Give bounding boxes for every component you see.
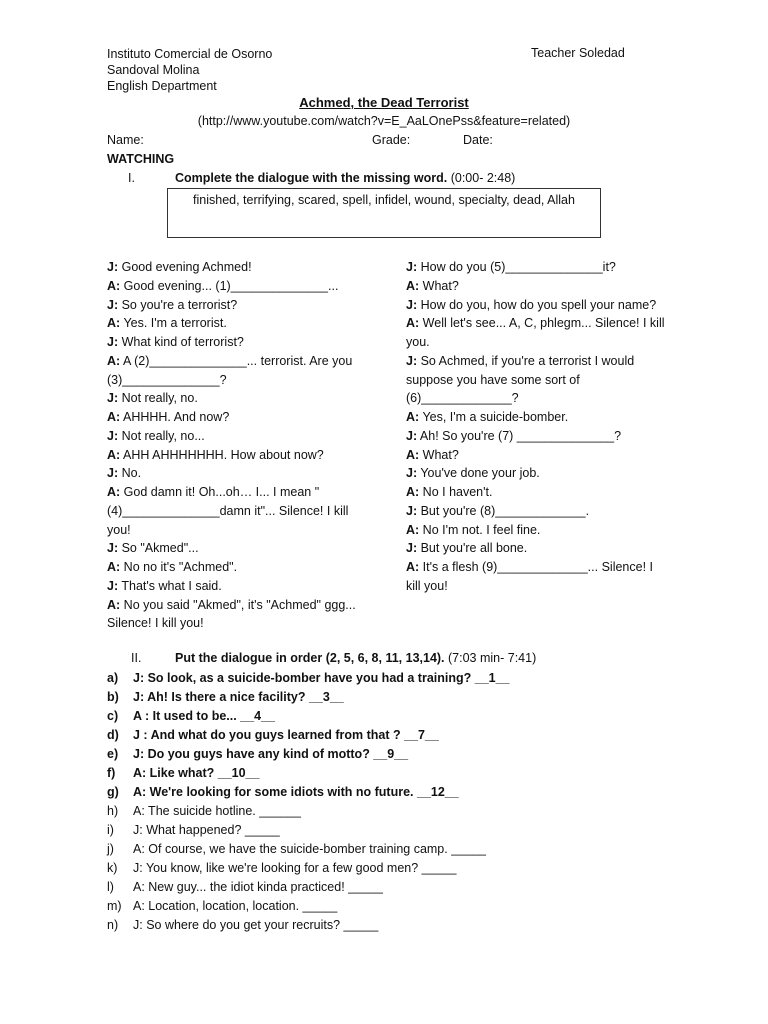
name-field-label: Name: (107, 133, 144, 147)
order-item-letter: l) (107, 880, 114, 894)
speaker-label: A: (406, 447, 420, 462)
speaker-label: J: (107, 541, 119, 556)
dialogue-line (406, 427, 668, 446)
dialogue-text: Yes. I'm a terrorist. (120, 316, 227, 331)
order-list (107, 669, 707, 935)
dialogue-text: Ah! So you're (7) ______________? (417, 428, 622, 443)
order-item-text: A: Of course, we have the suicide-bomber training camp. _____ (133, 842, 486, 856)
speaker-label: J: (406, 353, 418, 368)
dialogue-text: Well let's see... A, C, phlegm... Silence! I kill you. (406, 316, 665, 349)
dialogue-line (406, 539, 668, 558)
order-item (107, 916, 707, 935)
dialogue-text: It's a flesh (9)_____________... Silence! I kill you! (406, 560, 653, 593)
dialogue-text: You've done your job. (417, 466, 540, 481)
order-item-letter: j) (107, 842, 114, 856)
word-bank: finished, terrifying, scared, spell, infidel, wound, specialty, dead, Allah (193, 193, 575, 207)
dialogue-line (107, 258, 367, 277)
video-url: (http://www.youtube.com/watch?v=E_AaLOnePss&feature=related) (197, 114, 571, 128)
dialogue-line (406, 558, 668, 596)
speaker-label: J: (107, 578, 119, 593)
order-item (107, 878, 707, 897)
order-item (107, 669, 707, 688)
order-item-letter: f) (107, 766, 116, 780)
speaker-label: J: (406, 428, 418, 443)
section-1-number: I. (128, 171, 135, 185)
dialogue-line (406, 314, 668, 352)
section-2-time: (7:03 min- 7:41) (444, 651, 537, 665)
dialogue-text: No you said "Akmed", it's "Achmed" ggg... Silence! I kill you! (107, 597, 356, 631)
dialogue-line (107, 314, 367, 333)
dialogue-line (107, 539, 367, 558)
dialogue-text: No I'm not. I feel fine. (419, 522, 541, 537)
order-item (107, 821, 707, 840)
order-item-letter: n) (107, 918, 119, 932)
dialogue-line (107, 296, 367, 315)
dialogue-line (107, 483, 367, 539)
speaker-label: J: (107, 335, 119, 349)
dialogue-text: Not really, no. (118, 391, 198, 406)
dialogue-text: What? (419, 278, 459, 293)
dialogue-line (406, 502, 668, 521)
dialogue-line (406, 464, 668, 483)
order-item-text: J: What happened? _____ (133, 823, 280, 837)
dialogue-left-column (107, 258, 367, 633)
order-item (107, 897, 707, 916)
dialogue-text: So you're a terrorist? (118, 297, 238, 312)
dialogue-text: Good evening Achmed! (118, 260, 252, 274)
speaker-label: A: (107, 410, 121, 424)
dialogue-line (406, 296, 668, 315)
order-item-text: J: Ah! Is there a nice facility? __3__ (133, 690, 344, 704)
institution-line: Sandoval Molina (107, 63, 200, 77)
order-item-letter: k) (107, 861, 118, 875)
order-item-letter: g) (107, 785, 119, 799)
order-item-text: J : And what do you guys learned from that ? __7__ (133, 728, 439, 742)
order-item (107, 859, 707, 878)
order-item-letter: c) (107, 709, 119, 723)
order-item (107, 764, 707, 783)
speaker-label: J: (406, 260, 418, 274)
dialogue-line (107, 408, 367, 427)
speaker-label: J: (107, 260, 119, 274)
order-item-text: J: So where do you get your recruits? _____ (133, 918, 379, 932)
section-1-title: Complete the dialogue with the missing word. (175, 171, 448, 185)
speaker-label: J: (406, 503, 418, 518)
order-item-text: A: The suicide hotline. ______ (133, 804, 301, 818)
dialogue-text: Not really, no... (118, 428, 205, 443)
section-2-title: Put the dialogue in order (2, 5, 6, 8, 11, 13,14). (175, 651, 445, 665)
dialogue-text: Good evening... (1)______________... (120, 278, 339, 293)
dialogue-line (406, 521, 668, 540)
teacher-name: Teacher Soledad (531, 46, 625, 60)
order-item-text: J: Do you guys have any kind of motto? __9__ (133, 747, 409, 761)
order-item (107, 707, 707, 726)
institution-line: English Department (107, 79, 217, 93)
watching-heading: WATCHING (107, 152, 175, 166)
speaker-label: A: (107, 278, 121, 293)
dialogue-text: AHH AHHHHHHH. How about now? (120, 447, 324, 462)
dialogue-line (107, 277, 367, 296)
dialogue-right-column (406, 258, 668, 596)
order-item-letter: d) (107, 728, 119, 742)
order-item-letter: h) (107, 804, 119, 818)
institution-line: Instituto Comercial de Osorno (107, 47, 273, 61)
dialogue-text: What? (419, 447, 459, 462)
speaker-label: A: (406, 560, 420, 574)
order-item-text: A: New guy... the idiot kinda practiced! _____ (133, 880, 383, 894)
speaker-label: J: (107, 391, 119, 406)
order-item-text: A: We're looking for some idiots with no future. __12__ (133, 785, 459, 799)
dialogue-line (107, 389, 367, 408)
speaker-label: A: (406, 410, 420, 424)
speaker-label: A: (406, 485, 420, 499)
grade-field-label: Grade: (372, 133, 411, 147)
dialogue-line (406, 483, 668, 502)
order-item-letter: i) (107, 823, 114, 837)
dialogue-text: But you're (8)_____________. (417, 503, 590, 518)
dialogue-line (107, 352, 367, 390)
speaker-label: A: (107, 316, 121, 331)
order-item-text: A: Location, location, location. _____ (133, 899, 338, 913)
dialogue-line (107, 333, 367, 352)
order-item-letter: a) (107, 671, 119, 685)
dialogue-text: So Achmed, if you're a terrorist I would suppose you have some sort of (6)_____________? (406, 353, 635, 406)
speaker-label: A: (406, 522, 420, 537)
dialogue-text: God damn it! Oh...oh… I... I mean "(4)______________damn it"... Silence! I kill you! (107, 485, 349, 537)
speaker-label: J: (107, 466, 119, 481)
dialogue-text: So "Akmed"... (118, 541, 199, 556)
order-item (107, 802, 707, 821)
dialogue-line (107, 596, 367, 634)
dialogue-text: Yes, I'm a suicide-bomber. (419, 410, 569, 424)
speaker-label: J: (406, 541, 418, 556)
speaker-label: A: (107, 447, 121, 462)
institution-header (107, 46, 272, 94)
dialogue-line (406, 352, 668, 408)
speaker-label: J: (107, 428, 119, 443)
speaker-label: A: (107, 597, 121, 612)
worksheet-title: Achmed, the Dead Terrorist (299, 95, 469, 110)
order-item-text: J: You know, like we're looking for a few good men? _____ (133, 861, 457, 875)
section-2-number: II. (131, 651, 142, 665)
order-item-letter: m) (107, 899, 122, 913)
speaker-label: A: (107, 353, 121, 368)
speaker-label: A: (107, 485, 121, 499)
dialogue-line (406, 277, 668, 296)
order-item-text: A: Like what? __10__ (133, 766, 260, 780)
dialogue-text: How do you (5)______________it? (417, 260, 616, 274)
order-item-letter: e) (107, 747, 119, 761)
speaker-label: A: (406, 278, 420, 293)
dialogue-text: What kind of terrorist? (118, 335, 244, 349)
speaker-label: A: (107, 560, 121, 574)
order-item-letter: b) (107, 690, 119, 704)
dialogue-line (107, 558, 367, 577)
order-item-text: A : It used to be... __4__ (133, 709, 275, 723)
section-2-heading (175, 651, 536, 666)
speaker-label: A: (406, 316, 420, 331)
dialogue-line (406, 446, 668, 465)
dialogue-line (406, 258, 668, 277)
section-1-heading (175, 171, 515, 186)
order-item (107, 688, 707, 707)
order-item (107, 840, 707, 859)
dialogue-text: That's what I said. (118, 578, 222, 593)
dialogue-text: A (2)______________... terrorist. Are you (3)______________? (107, 353, 353, 387)
order-item (107, 783, 707, 802)
dialogue-text: No no it's "Achmed". (120, 560, 238, 574)
dialogue-line (107, 427, 367, 446)
dialogue-line (107, 464, 367, 483)
order-item (107, 726, 707, 745)
section-1-time: (0:00- 2:48) (447, 171, 516, 185)
word-bank-box (167, 188, 601, 238)
date-field-label: Date: (463, 133, 493, 147)
speaker-label: J: (406, 297, 418, 312)
speaker-label: J: (107, 297, 119, 312)
dialogue-line (406, 408, 668, 427)
dialogue-text: No. (118, 466, 142, 481)
order-item-text: J: So look, as a suicide-bomber have you had a training? __1__ (133, 671, 510, 685)
dialogue-text: AHHHH. And now? (120, 410, 230, 424)
order-item (107, 745, 707, 764)
dialogue-text: But you're all bone. (417, 541, 528, 556)
dialogue-line (107, 446, 367, 465)
dialogue-line (107, 577, 367, 596)
dialogue-text: No I haven't. (419, 485, 493, 499)
speaker-label: J: (406, 466, 418, 481)
dialogue-text: How do you, how do you spell your name? (417, 297, 657, 312)
